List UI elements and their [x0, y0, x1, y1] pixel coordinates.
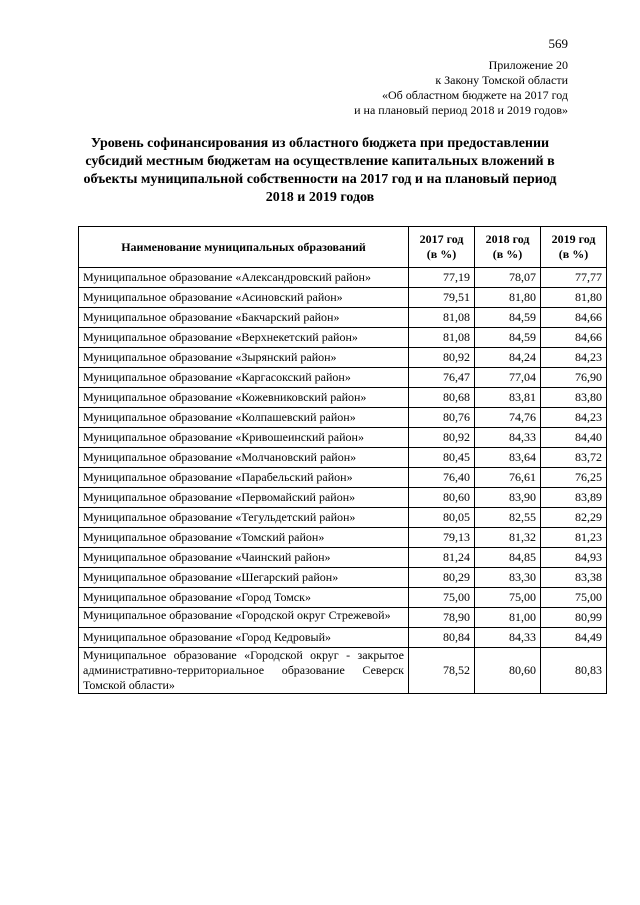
cell-2019: 82,29 — [541, 508, 607, 528]
cell-name: Муниципальное образование «Томский район» — [79, 528, 409, 548]
cell-name: Муниципальное образование «Чаинский район» — [79, 548, 409, 568]
cell-2018: 83,30 — [475, 568, 541, 588]
table-row — [79, 348, 607, 368]
cell-2019: 83,89 — [541, 488, 607, 508]
cell-2019: 84,40 — [541, 428, 607, 448]
cell-2017: 76,47 — [409, 368, 475, 388]
cell-name: Муниципальное образование «Александровский район» — [79, 268, 409, 288]
table-row — [79, 288, 607, 308]
cell-2017: 76,40 — [409, 468, 475, 488]
cell-2018: 83,81 — [475, 388, 541, 408]
appendix-header — [354, 58, 568, 118]
header-name: Наименование муниципальных образований — [79, 227, 409, 268]
cell-2019: 75,00 — [541, 588, 607, 608]
cell-2019: 80,83 — [541, 648, 607, 694]
cell-name: Муниципальное образование «Городской округ Стрежевой» — [79, 608, 409, 628]
cell-name: Муниципальное образование «Асиновский район» — [79, 288, 409, 308]
cell-2019: 83,38 — [541, 568, 607, 588]
cell-2018: 77,04 — [475, 368, 541, 388]
cell-2017: 75,00 — [409, 588, 475, 608]
appendix-line-2: к Закону Томской области — [435, 73, 568, 87]
table-row — [79, 448, 607, 468]
cell-2019: 76,25 — [541, 468, 607, 488]
table-row — [79, 508, 607, 528]
cell-name: Муниципальное образование «Кривошеинский район» — [79, 428, 409, 448]
table-row — [79, 268, 607, 288]
cell-2019: 84,66 — [541, 308, 607, 328]
cell-2019: 84,23 — [541, 348, 607, 368]
cell-2018: 78,07 — [475, 268, 541, 288]
cell-2018: 76,61 — [475, 468, 541, 488]
cell-2018: 81,80 — [475, 288, 541, 308]
document-title: Уровень софинансирования из областного бюджета при предоставлении субсидий местным бюджетам на осуществление капитальных вложений в объекты муниципальной собственности на 2017 год и на плановый период 2018 и 2019 годов — [83, 136, 557, 205]
cell-2018: 84,85 — [475, 548, 541, 568]
cell-2018: 84,59 — [475, 328, 541, 348]
cell-2017: 80,76 — [409, 408, 475, 428]
cell-2017: 80,60 — [409, 488, 475, 508]
cell-name: Муниципальное образование «Городской округ - закрытое административно-территориальное образование Северск Томской области» — [79, 648, 409, 694]
table-row — [79, 528, 607, 548]
table-row — [79, 548, 607, 568]
table-row — [79, 368, 607, 388]
cell-name: Муниципальное образование «Город Томск» — [79, 588, 409, 608]
cell-name: Муниципальное образование «Колпашевский район» — [79, 408, 409, 428]
cell-name: Муниципальное образование «Кожевниковский район» — [79, 388, 409, 408]
table-row — [79, 628, 607, 648]
cell-2018: 83,64 — [475, 448, 541, 468]
appendix-line-4: и на плановый период 2018 и 2019 годов» — [354, 103, 568, 117]
cell-2018: 82,55 — [475, 508, 541, 528]
cell-2019: 81,80 — [541, 288, 607, 308]
cell-name: Муниципальное образование «Парабельский район» — [79, 468, 409, 488]
cell-2018: 81,32 — [475, 528, 541, 548]
cell-2017: 80,29 — [409, 568, 475, 588]
cell-2018: 81,00 — [475, 608, 541, 628]
page-number: 569 — [548, 36, 568, 51]
cell-2018: 75,00 — [475, 588, 541, 608]
cell-2017: 80,68 — [409, 388, 475, 408]
cell-2017: 80,92 — [409, 428, 475, 448]
table-row — [79, 408, 607, 428]
cell-2017: 78,52 — [409, 648, 475, 694]
appendix-line-1: Приложение 20 — [488, 58, 568, 72]
header-2018: 2018 год (в %) — [475, 227, 541, 268]
cell-2018: 84,33 — [475, 428, 541, 448]
table-row — [79, 648, 607, 694]
cell-2017: 80,84 — [409, 628, 475, 648]
cell-2017: 80,45 — [409, 448, 475, 468]
cell-2017: 80,05 — [409, 508, 475, 528]
cell-2017: 77,19 — [409, 268, 475, 288]
cell-2019: 83,72 — [541, 448, 607, 468]
header-2017: 2017 год (в %) — [409, 227, 475, 268]
cell-2019: 81,23 — [541, 528, 607, 548]
cell-name: Муниципальное образование «Зырянский район» — [79, 348, 409, 368]
cell-name: Муниципальное образование «Каргасокский район» — [79, 368, 409, 388]
table-row — [79, 468, 607, 488]
table-row — [79, 388, 607, 408]
cell-2019: 84,49 — [541, 628, 607, 648]
appendix-line-3: «Об областном бюджете на 2017 год — [382, 88, 568, 102]
cell-name: Муниципальное образование «Молчановский район» — [79, 448, 409, 468]
cell-2019: 84,66 — [541, 328, 607, 348]
table-row — [79, 588, 607, 608]
cell-2018: 74,76 — [475, 408, 541, 428]
cell-2017: 81,24 — [409, 548, 475, 568]
cell-2017: 78,90 — [409, 608, 475, 628]
cell-name: Муниципальное образование «Верхнекетский район» — [79, 328, 409, 348]
cell-2018: 84,59 — [475, 308, 541, 328]
cell-2019: 80,99 — [541, 608, 607, 628]
cell-2018: 84,33 — [475, 628, 541, 648]
table-header-row — [79, 227, 607, 268]
cell-2017: 80,92 — [409, 348, 475, 368]
table-row — [79, 488, 607, 508]
cell-2018: 83,90 — [475, 488, 541, 508]
cell-2019: 84,93 — [541, 548, 607, 568]
cell-2019: 77,77 — [541, 268, 607, 288]
cell-2017: 81,08 — [409, 328, 475, 348]
cell-2019: 83,80 — [541, 388, 607, 408]
cell-name: Муниципальное образование «Тегульдетский район» — [79, 508, 409, 528]
table-row — [79, 608, 607, 628]
cofinancing-table — [78, 226, 607, 694]
cell-2018: 80,60 — [475, 648, 541, 694]
header-2019: 2019 год (в %) — [541, 227, 607, 268]
table-row — [79, 568, 607, 588]
cell-2017: 79,51 — [409, 288, 475, 308]
cell-name: Муниципальное образование «Бакчарский район» — [79, 308, 409, 328]
cell-2017: 79,13 — [409, 528, 475, 548]
cell-2019: 84,23 — [541, 408, 607, 428]
cell-2019: 76,90 — [541, 368, 607, 388]
cell-2017: 81,08 — [409, 308, 475, 328]
cell-2018: 84,24 — [475, 348, 541, 368]
table-row — [79, 328, 607, 348]
table-row — [79, 428, 607, 448]
cell-name: Муниципальное образование «Город Кедровый» — [79, 628, 409, 648]
table-row — [79, 308, 607, 328]
cell-name: Муниципальное образование «Первомайский район» — [79, 488, 409, 508]
cell-name: Муниципальное образование «Шегарский район» — [79, 568, 409, 588]
